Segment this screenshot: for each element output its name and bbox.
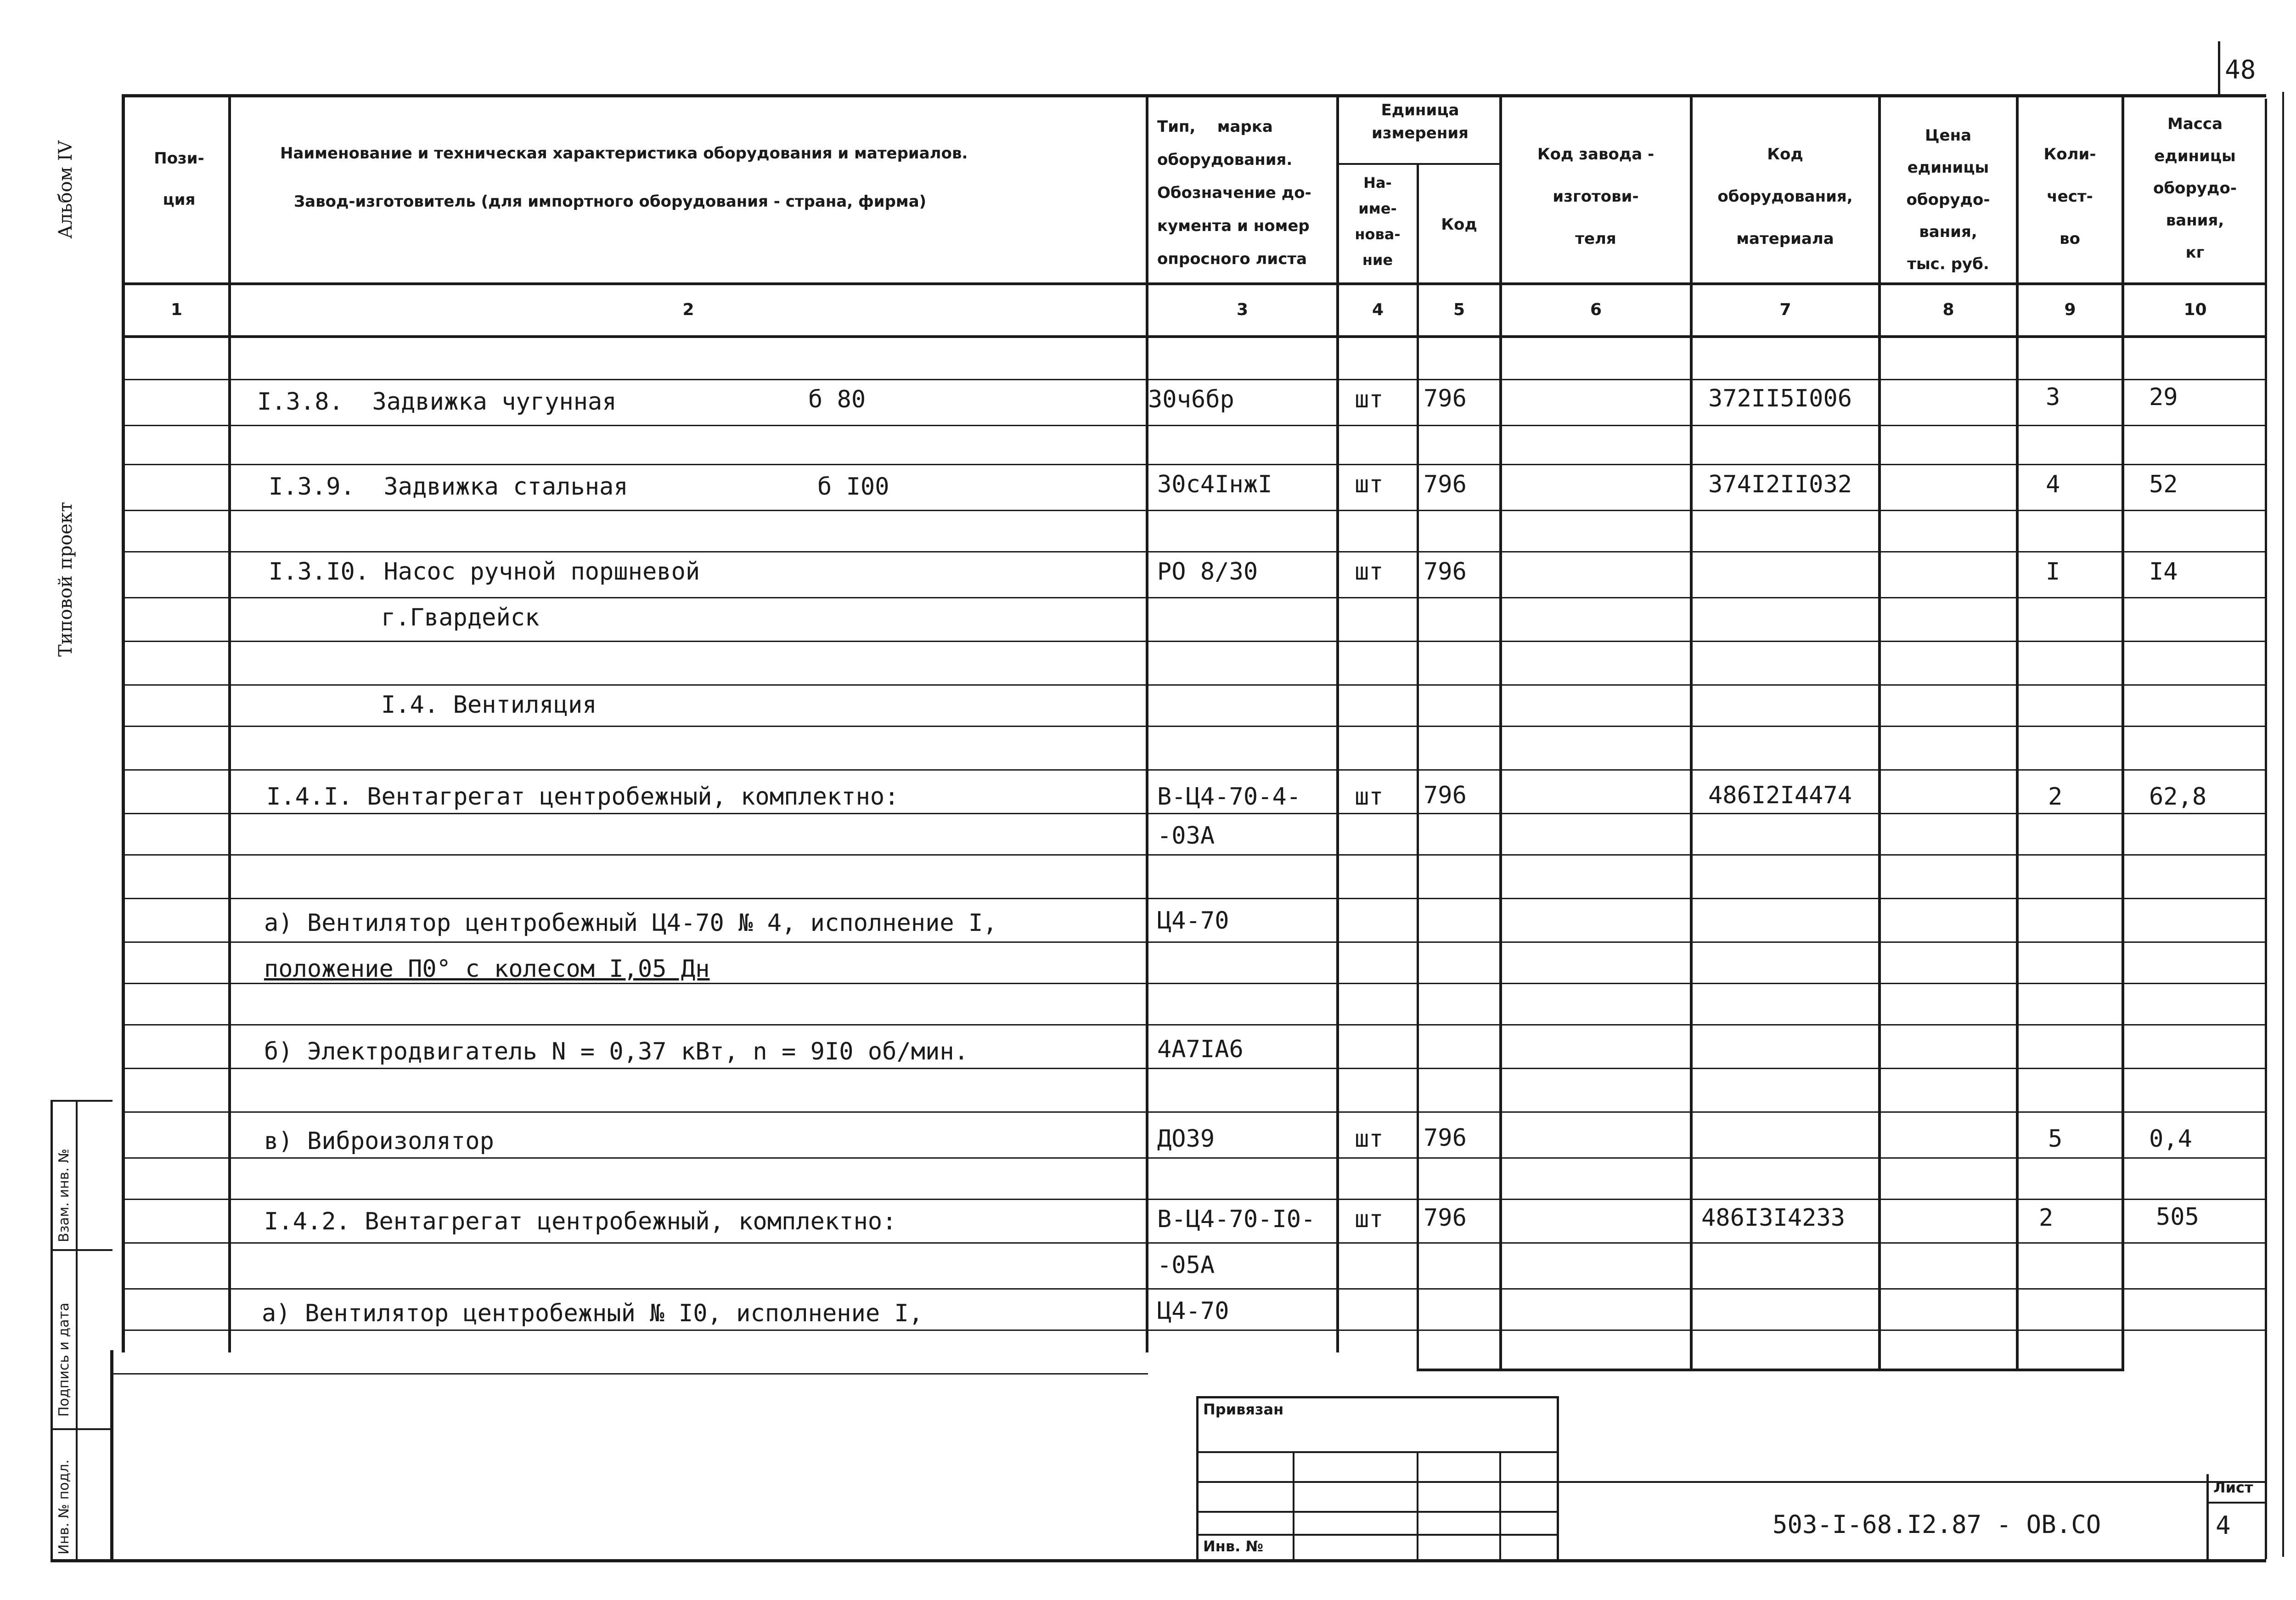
- row-12-code: 796: [1424, 1204, 1467, 1232]
- row-line: [122, 1242, 2266, 1244]
- sheet-box-left: [2206, 1474, 2209, 1561]
- stamp-row-2: [1196, 1481, 1559, 1483]
- row-3-code: 796: [1424, 558, 1467, 586]
- row-11-code: 796: [1424, 1124, 1467, 1152]
- header-equipment-code: Код оборудования, материала: [1717, 145, 1853, 248]
- row-13-type: -05А: [1157, 1251, 1215, 1279]
- row-6-code: 796: [1424, 782, 1467, 809]
- row-11-mass: 0,4: [2149, 1125, 2192, 1153]
- row-line: [122, 854, 2266, 856]
- row-line-final: [110, 1373, 1148, 1375]
- side-stamp-outer: [51, 1100, 53, 1561]
- header-unit-code: Код: [1441, 215, 1477, 234]
- colnum-4: 4: [1372, 300, 1384, 319]
- row-8-name: а) Вентилятор центробежный Ц4-70 № 4, исполнение I,: [264, 909, 997, 937]
- row-6-qty: 2: [2048, 783, 2063, 811]
- row-line: [122, 898, 2266, 899]
- row-1-qty: 3: [2046, 383, 2060, 411]
- row-line: [122, 464, 2266, 465]
- row-line: [122, 379, 2266, 380]
- header-quantity: Коли- чест- во: [2043, 145, 2096, 248]
- header-name-line1: Наименование и техническая характеристика оборудования и материалов.: [280, 144, 968, 163]
- frame-bottom: [51, 1559, 2266, 1562]
- sheet-label: Лист: [2213, 1479, 2253, 1496]
- row-line: [122, 684, 2266, 686]
- row-2-qty: 4: [2046, 471, 2060, 498]
- header-name-line2: Завод-изготовитель (для импортного оборудования - страна, фирма): [294, 192, 927, 211]
- row-12-qty: 2: [2039, 1204, 2054, 1232]
- colnum-9: 9: [2064, 300, 2076, 319]
- colnum-8: 8: [1942, 300, 1954, 319]
- header-type: Тип, марка оборудования. Обозначение до- кумента и номер опросного листа: [1157, 118, 1311, 268]
- row-3-qty: I: [2046, 558, 2060, 586]
- frame-left-lower: [110, 1350, 113, 1561]
- row-line: [122, 597, 2266, 598]
- row-6-mass: 62,8: [2149, 783, 2207, 811]
- colnum-5: 5: [1453, 300, 1465, 319]
- side-project-label: Типовой проект: [55, 501, 76, 657]
- col-line-4: [1417, 163, 1419, 1371]
- unit-group-line: [1336, 163, 1502, 165]
- side-inv-orig: Инв. № подл.: [56, 1459, 72, 1555]
- row-line: [122, 983, 2266, 984]
- row-4-name: г.Гвардейск: [381, 604, 540, 631]
- row-line: [122, 1288, 2266, 1290]
- row-10-type: 4А7IА6: [1157, 1036, 1244, 1063]
- header-unit-group: Единица измерения: [1372, 101, 1469, 142]
- row-7-type: -03А: [1157, 822, 1215, 850]
- row-6-name: I.4.I. Вентагрегат центробежный, комплектно:: [266, 783, 899, 811]
- colnum-6: 6: [1590, 300, 1602, 319]
- stamp-col-3: [1499, 1451, 1501, 1561]
- row-12-name: I.4.2. Вентагрегат центробежный, комплектно:: [264, 1208, 897, 1235]
- row-3-mass: I4: [2149, 558, 2178, 586]
- colnum-7: 7: [1779, 300, 1791, 319]
- row-1-mass: 29: [2149, 383, 2178, 411]
- stamp-box-left: [1196, 1396, 1199, 1561]
- row-10-name: б) Электродвигатель N = 0,37 кВт, n = 9I0 об/мин.: [264, 1038, 969, 1065]
- row-line: [122, 425, 2266, 426]
- sheet-number-divider: [2218, 41, 2220, 96]
- row-6-type: В-Ц4-70-4-: [1157, 783, 1301, 811]
- colnum-10: 10: [2183, 300, 2207, 319]
- row-1-eq-code: 372II5I006: [1708, 385, 1852, 412]
- title-block-top: [1559, 1481, 2266, 1483]
- side-stamp-div2: [51, 1428, 113, 1430]
- row-11-name: в) Виброизолятор: [264, 1127, 494, 1155]
- row-2-unit: шт: [1355, 471, 1384, 498]
- bold-box-bottom: [1417, 1369, 2124, 1371]
- row-3-name: I.3.I0. Насос ручной поршневой: [269, 558, 700, 586]
- colnum-bottom-line: [122, 335, 2266, 338]
- row-1-unit: шт: [1355, 386, 1384, 413]
- side-replace-inv: Взам. инв. №: [56, 1149, 72, 1242]
- row-line: [122, 1068, 2266, 1069]
- side-sign-date: Подпись и дата: [56, 1302, 72, 1417]
- row-3-unit: шт: [1355, 558, 1384, 586]
- row-14-type: Ц4-70: [1157, 1297, 1229, 1325]
- row-line: [122, 1199, 2266, 1200]
- row-1-name: I.3.8. Задвижка чугунная: [257, 388, 617, 416]
- row-5-section: I.4. Вентиляция: [381, 691, 597, 719]
- header-factory-code: Код завода - изготови- теля: [1537, 145, 1654, 248]
- sheet-box-mid: [2206, 1502, 2266, 1504]
- row-11-unit: шт: [1355, 1125, 1384, 1153]
- stamp-box-top: [1196, 1396, 1559, 1398]
- row-8-type: Ц4-70: [1157, 907, 1229, 935]
- row-line: [122, 941, 2266, 943]
- document-code: 503-I-68.I2.87 - ОВ.СО: [1773, 1510, 2101, 1539]
- row-12-mass: 505: [2156, 1203, 2199, 1231]
- row-line: [122, 813, 2266, 814]
- stamp-linked-label: Привязан: [1203, 1401, 1284, 1418]
- colnum-3: 3: [1236, 300, 1249, 319]
- row-9-name: положение П0° с колесом I,05 Дн: [264, 955, 710, 983]
- row-line: [122, 1024, 2266, 1025]
- row-line: [122, 1157, 2266, 1159]
- row-2-type: 30с4IнжI: [1157, 471, 1272, 498]
- header-position: Пози- ция: [154, 149, 204, 209]
- row-1-code: 796: [1424, 385, 1467, 412]
- row-6-eq-code: 486I2I4474: [1708, 782, 1852, 809]
- row-1-dn: б 80: [808, 386, 866, 413]
- sheet-number-top: 48: [2225, 55, 2256, 85]
- row-12-unit: шт: [1355, 1206, 1384, 1233]
- row-12-type: В-Ц4-70-I0-: [1157, 1206, 1316, 1233]
- side-stamp-mid: [76, 1100, 78, 1561]
- row-line: [122, 1330, 2266, 1331]
- stamp-col-2: [1417, 1451, 1418, 1561]
- row-line: [122, 641, 2266, 642]
- colnum-2: 2: [682, 300, 694, 319]
- row-2-dn: б I00: [817, 473, 889, 501]
- colnum-1: 1: [170, 300, 183, 319]
- side-album-label: Альбом IV: [55, 140, 76, 239]
- header-mass: Масса единицы оборудо- вания, кг: [2153, 115, 2237, 262]
- row-14-name: а) Вентилятор центробежный № I0, исполнение I,: [262, 1300, 923, 1327]
- stamp-col-1: [1293, 1451, 1294, 1561]
- side-stamp-div1: [51, 1249, 113, 1251]
- header-unit-name: На- име- нова- ние: [1355, 174, 1401, 269]
- row-3-type: РО 8/30: [1157, 558, 1258, 586]
- row-1-type: 30ч6бр: [1148, 386, 1234, 413]
- row-2-mass: 52: [2149, 471, 2178, 498]
- row-11-type: ДО39: [1157, 1125, 1215, 1153]
- frame-right-dash: [2282, 92, 2284, 1557]
- row-line: [122, 769, 2266, 771]
- row-2-code: 796: [1424, 471, 1467, 498]
- row-11-qty: 5: [2048, 1125, 2063, 1153]
- stamp-inv-label: Инв. №: [1203, 1538, 1263, 1555]
- row-line: [122, 551, 2266, 552]
- stamp-row-3: [1196, 1511, 1559, 1513]
- row-line: [122, 726, 2266, 727]
- header-price: Цена единицы оборудо- вания, тыс. руб.: [1906, 126, 1990, 273]
- side-stamp-top: [51, 1100, 113, 1102]
- frame-top: [122, 94, 2266, 97]
- sheet-value: 4: [2216, 1511, 2231, 1540]
- row-line: [122, 1111, 2266, 1113]
- row-2-name: I.3.9. Задвижка стальная: [269, 473, 628, 501]
- row-line: [122, 510, 2266, 511]
- row-6-unit: шт: [1355, 783, 1384, 811]
- stamp-row-1: [1196, 1451, 1559, 1453]
- stamp-box-right: [1557, 1396, 1559, 1561]
- stamp-row-4: [1196, 1534, 1559, 1536]
- row-2-eq-code: 374I2II032: [1708, 471, 1852, 498]
- row-12-eq-code: 486I3I4233: [1701, 1204, 1846, 1232]
